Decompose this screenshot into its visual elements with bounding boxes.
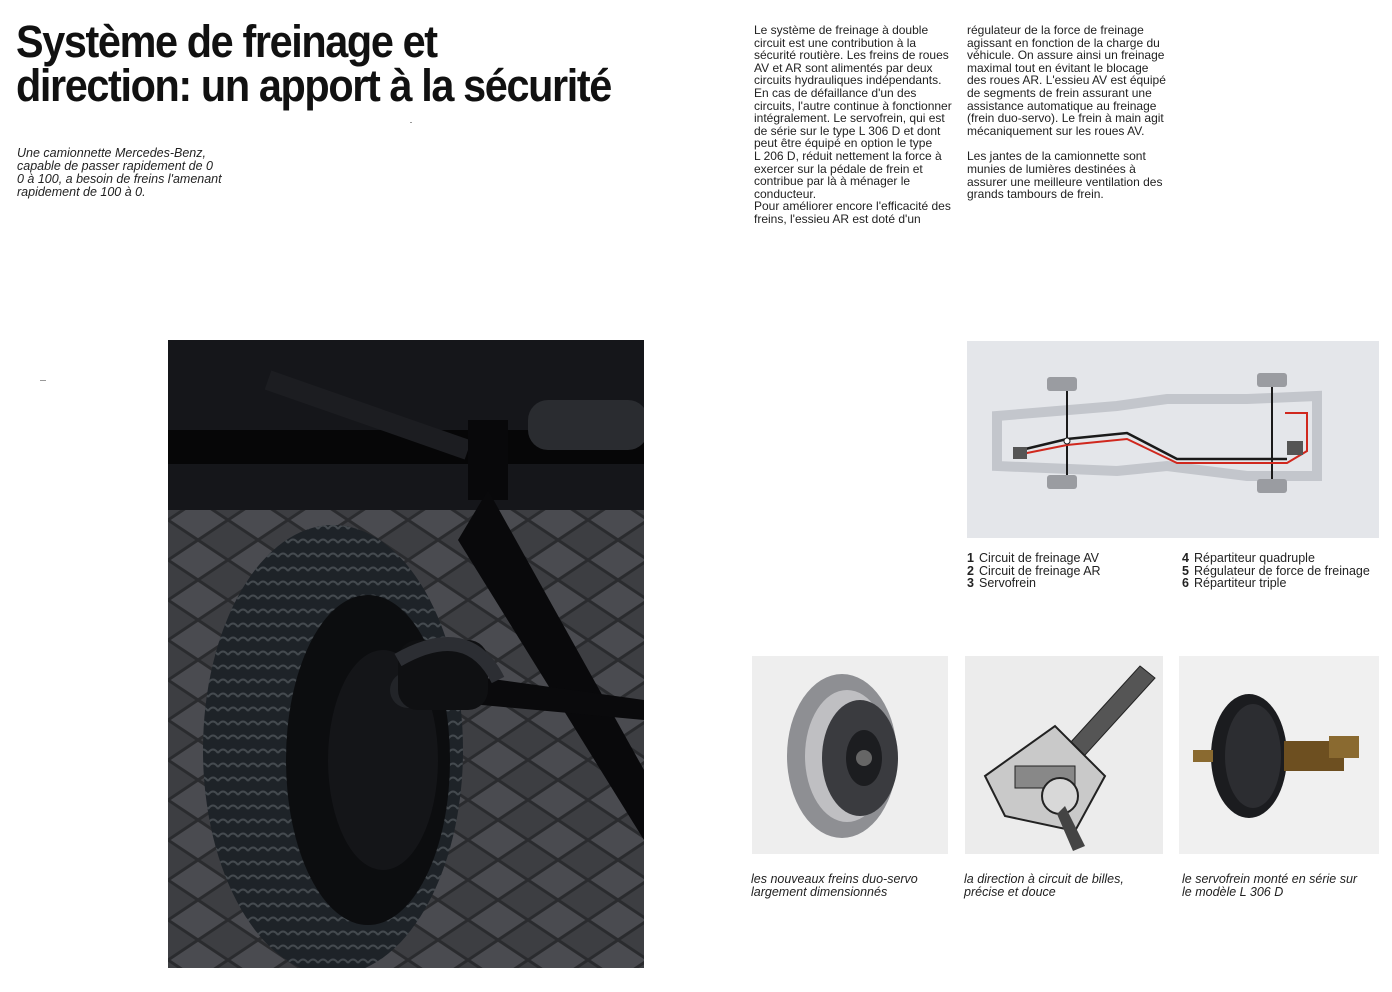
caption-line: les nouveaux freins duo-servo [751,872,918,886]
body-column-1 [754,24,959,226]
brake-circuit-diagram [967,341,1379,538]
body-line: agissant en fonction de la charge du [967,35,1160,50]
caption-servo [1182,873,1357,899]
caption-line: la direction à circuit de billes, [964,872,1124,886]
body-line: contribue par là à ménager le [754,174,911,189]
body-line: intégralement. Le servofrein, qui est [754,111,945,126]
caption-brakes [751,873,918,899]
caption-line: largement dimensionnés [751,885,888,899]
body-line: véhicule. On assure ainsi un freinage [967,48,1165,63]
body-line: assurer une meilleure ventilation des [967,174,1163,189]
body-line: AV et AR sont alimentés par deux [754,60,933,75]
intro-line: rapidement de 100 à 0. [17,185,146,199]
body-line: Le système de freinage à double [754,23,929,37]
body-line: régulateur de la force de freinage [967,23,1144,37]
body-line: En cas de défaillance d'un des [754,85,917,100]
wheel-chassis-photo [168,340,644,968]
legend-number: 2 [967,563,974,578]
steering-box-illustration [965,656,1163,854]
body-line: mécaniquement sur les roues AV. [967,123,1145,138]
legend-item [967,552,1101,565]
body-line: Pour améliorer encore l'efficacité des [754,199,951,214]
body-column-2 [967,24,1177,201]
legend-label: Servofrein [979,576,1036,591]
body-line: exercer sur la pédale de frein et [754,161,923,176]
body-line: des roues AR. L'essieu AV est équipé [967,73,1166,88]
legend-number: 5 [1182,563,1189,578]
body-line: maximal tout en évitant le blocage [967,60,1149,75]
legend-number: 3 [967,576,974,591]
wheel-chassis-illustration [168,340,644,968]
legend-number: 1 [967,551,974,565]
title-line-2: direction: un apport à la sécurité [16,60,611,111]
body-line: circuits hydrauliques indépendants. [754,73,942,88]
body-line: conducteur. [754,186,817,201]
body-line: circuits, l'autre continue à fonctionner [754,98,952,113]
title-line-1: Système de freinage et [16,16,437,67]
intro-line: Une camionnette Mercedes-Benz, [17,146,206,160]
body-line: munies de lumières destinées à [967,161,1136,176]
caption-steering [964,873,1124,899]
body-line: peut être équipé en option le type [754,136,933,151]
diagram-legend-left [967,552,1101,590]
servo-brake-photo [1179,656,1379,854]
chassis-schematic [967,341,1379,538]
diagram-legend-right [1182,552,1370,590]
legend-number: 4 [1182,551,1189,565]
caption-line: le servofrein monté en série sur [1182,872,1358,886]
body-line: de segments de frein assurant une [967,85,1152,100]
intro-line: 0 à 100, a besoin de freins l'amenant [17,172,222,186]
legend-item [1182,552,1370,565]
legend-item [967,577,1101,590]
page-title [16,16,642,111]
body-line: assistance automatique au freinage [967,98,1157,113]
caption-line: précise et douce [964,885,1056,899]
intro-text [17,147,247,199]
body-line: Les jantes de la camionnette sont [967,149,1146,164]
legend-label: Circuit de freinage AV [979,551,1099,565]
caption-line: le modèle L 306 D [1182,885,1284,899]
printer-mark [410,122,412,123]
body-line: freins, l'essieu AR est doté d'un [754,211,921,226]
legend-item [1182,577,1370,590]
legend-label: Répartiteur triple [1194,576,1287,591]
body-line: L 206 D, réduit nettement la force à [754,148,942,163]
body-line: de série sur le type L 306 D et dont [754,123,941,138]
body-line: sécurité routière. Les freins de roues [754,48,949,63]
body-line: (frein duo-servo). Le frein à main agit [967,111,1164,126]
intro-line: capable de passer rapidement de 0 [17,159,213,173]
printer-mark [40,380,46,381]
brake-drum-photo [752,656,948,854]
servo-brake-illustration [1179,656,1379,854]
legend-label: Répartiteur quadruple [1194,551,1315,565]
brake-drum-illustration [752,656,948,854]
body-line: circuit est une contribution à la [754,35,917,50]
legend-label: Régulateur de force de freinage [1194,563,1370,578]
body-line: grands tambours de frein. [967,187,1104,202]
legend-label: Circuit de freinage AR [979,563,1101,578]
legend-number: 6 [1182,576,1189,591]
steering-box-photo [965,656,1163,854]
